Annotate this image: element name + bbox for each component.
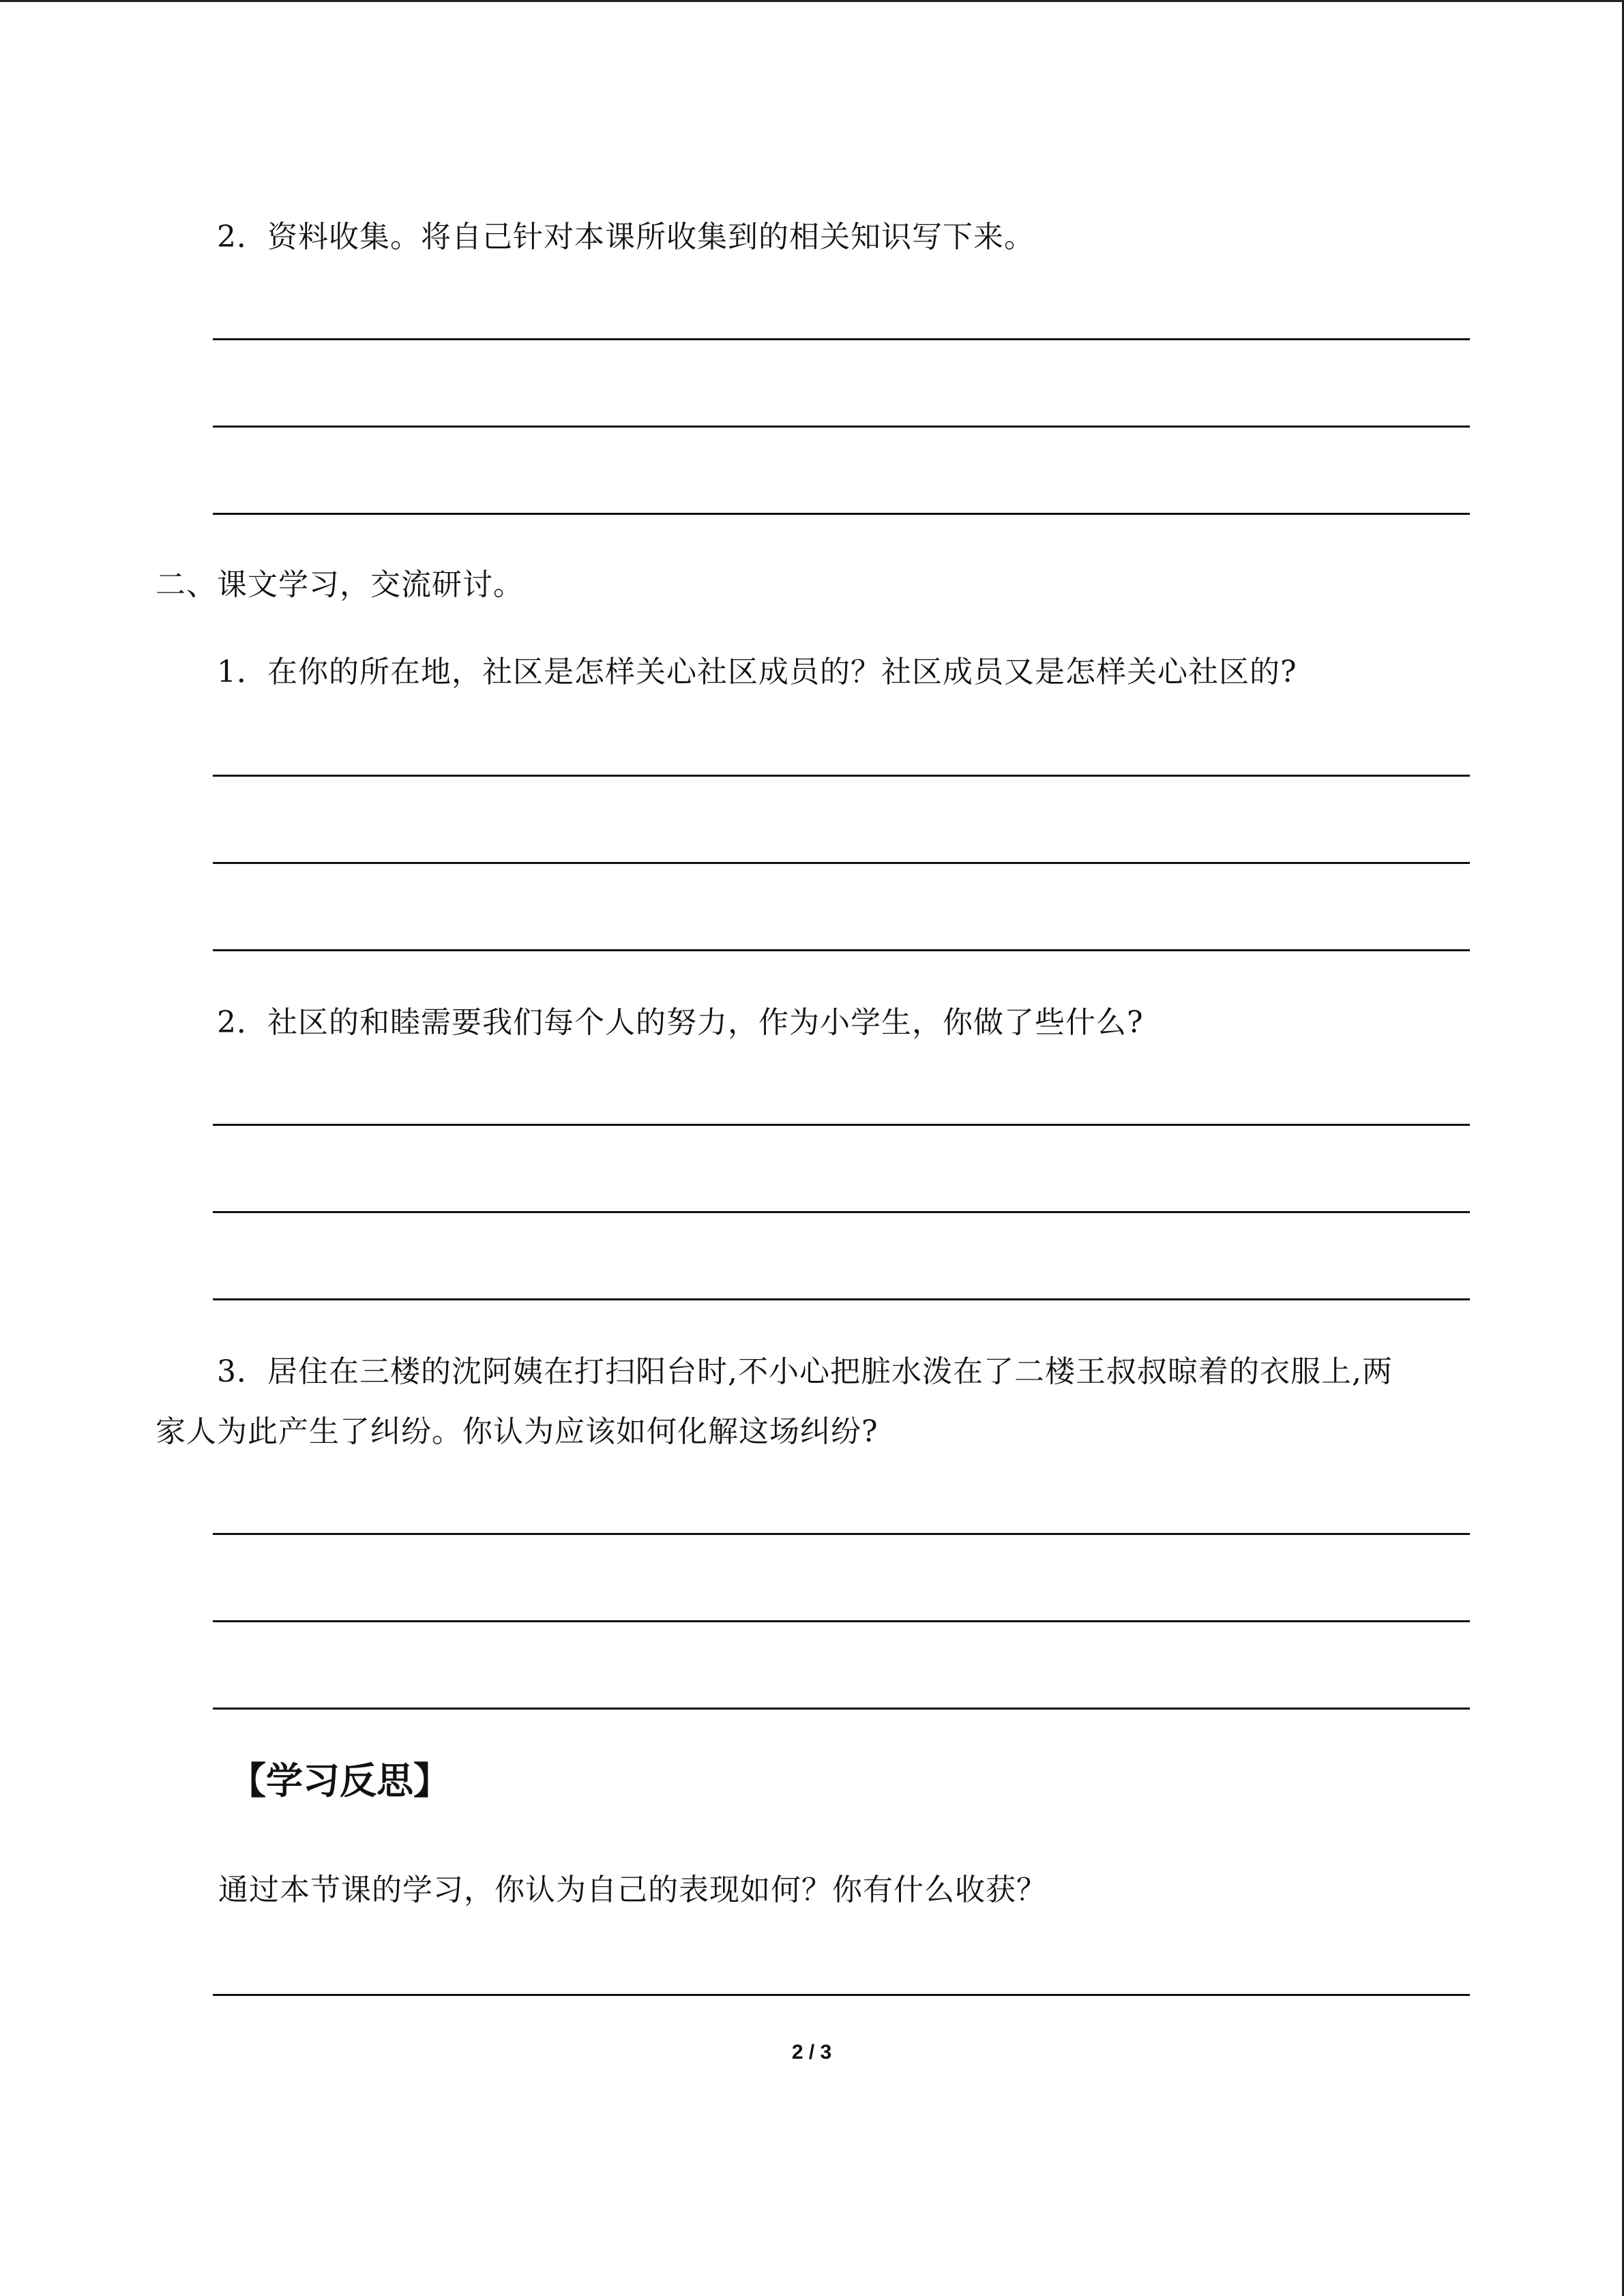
answer-line — [213, 1533, 1470, 1535]
answer-line — [213, 338, 1470, 340]
question-resource-collection: 2．资料收集。将自己针对本课所收集到的相关知识写下来。 — [217, 220, 1035, 254]
answer-line — [213, 949, 1470, 951]
question-student-effort: 2．社区的和睦需要我们每个人的努力，作为小学生，你做了些什么? — [217, 1005, 1144, 1040]
answer-line — [213, 775, 1470, 777]
answer-line — [213, 1124, 1470, 1126]
answer-line — [213, 1994, 1470, 1996]
answer-line — [213, 862, 1470, 864]
reflection-heading: 【学习反思】 — [229, 1759, 450, 1802]
answer-line — [213, 513, 1470, 515]
answer-line — [213, 1708, 1470, 1710]
answer-line — [213, 1298, 1470, 1300]
reflection-prompt: 通过本节课的学习，你认为自己的表现如何？你有什么收获？ — [218, 1873, 1047, 1907]
question-dispute-line2: 家人为此产生了纠纷。你认为应该如何化解这场纠纷? — [156, 1414, 879, 1449]
question-community-care: 1．在你的所在地，社区是怎样关心社区成员的？社区成员又是怎样关心社区的? — [217, 655, 1297, 689]
question-dispute-line1: 3．居住在三楼的沈阿姨在打扫阳台时,不小心把脏水泼在了二楼王叔叔晾着的衣服上,两 — [217, 1354, 1393, 1389]
answer-line — [213, 1211, 1470, 1213]
answer-line — [213, 426, 1470, 428]
answer-line — [213, 1620, 1470, 1622]
section-title-lesson-study: 二、课文学习，交流研讨。 — [156, 567, 524, 602]
page-number: 2 / 3 — [791, 2041, 832, 2063]
